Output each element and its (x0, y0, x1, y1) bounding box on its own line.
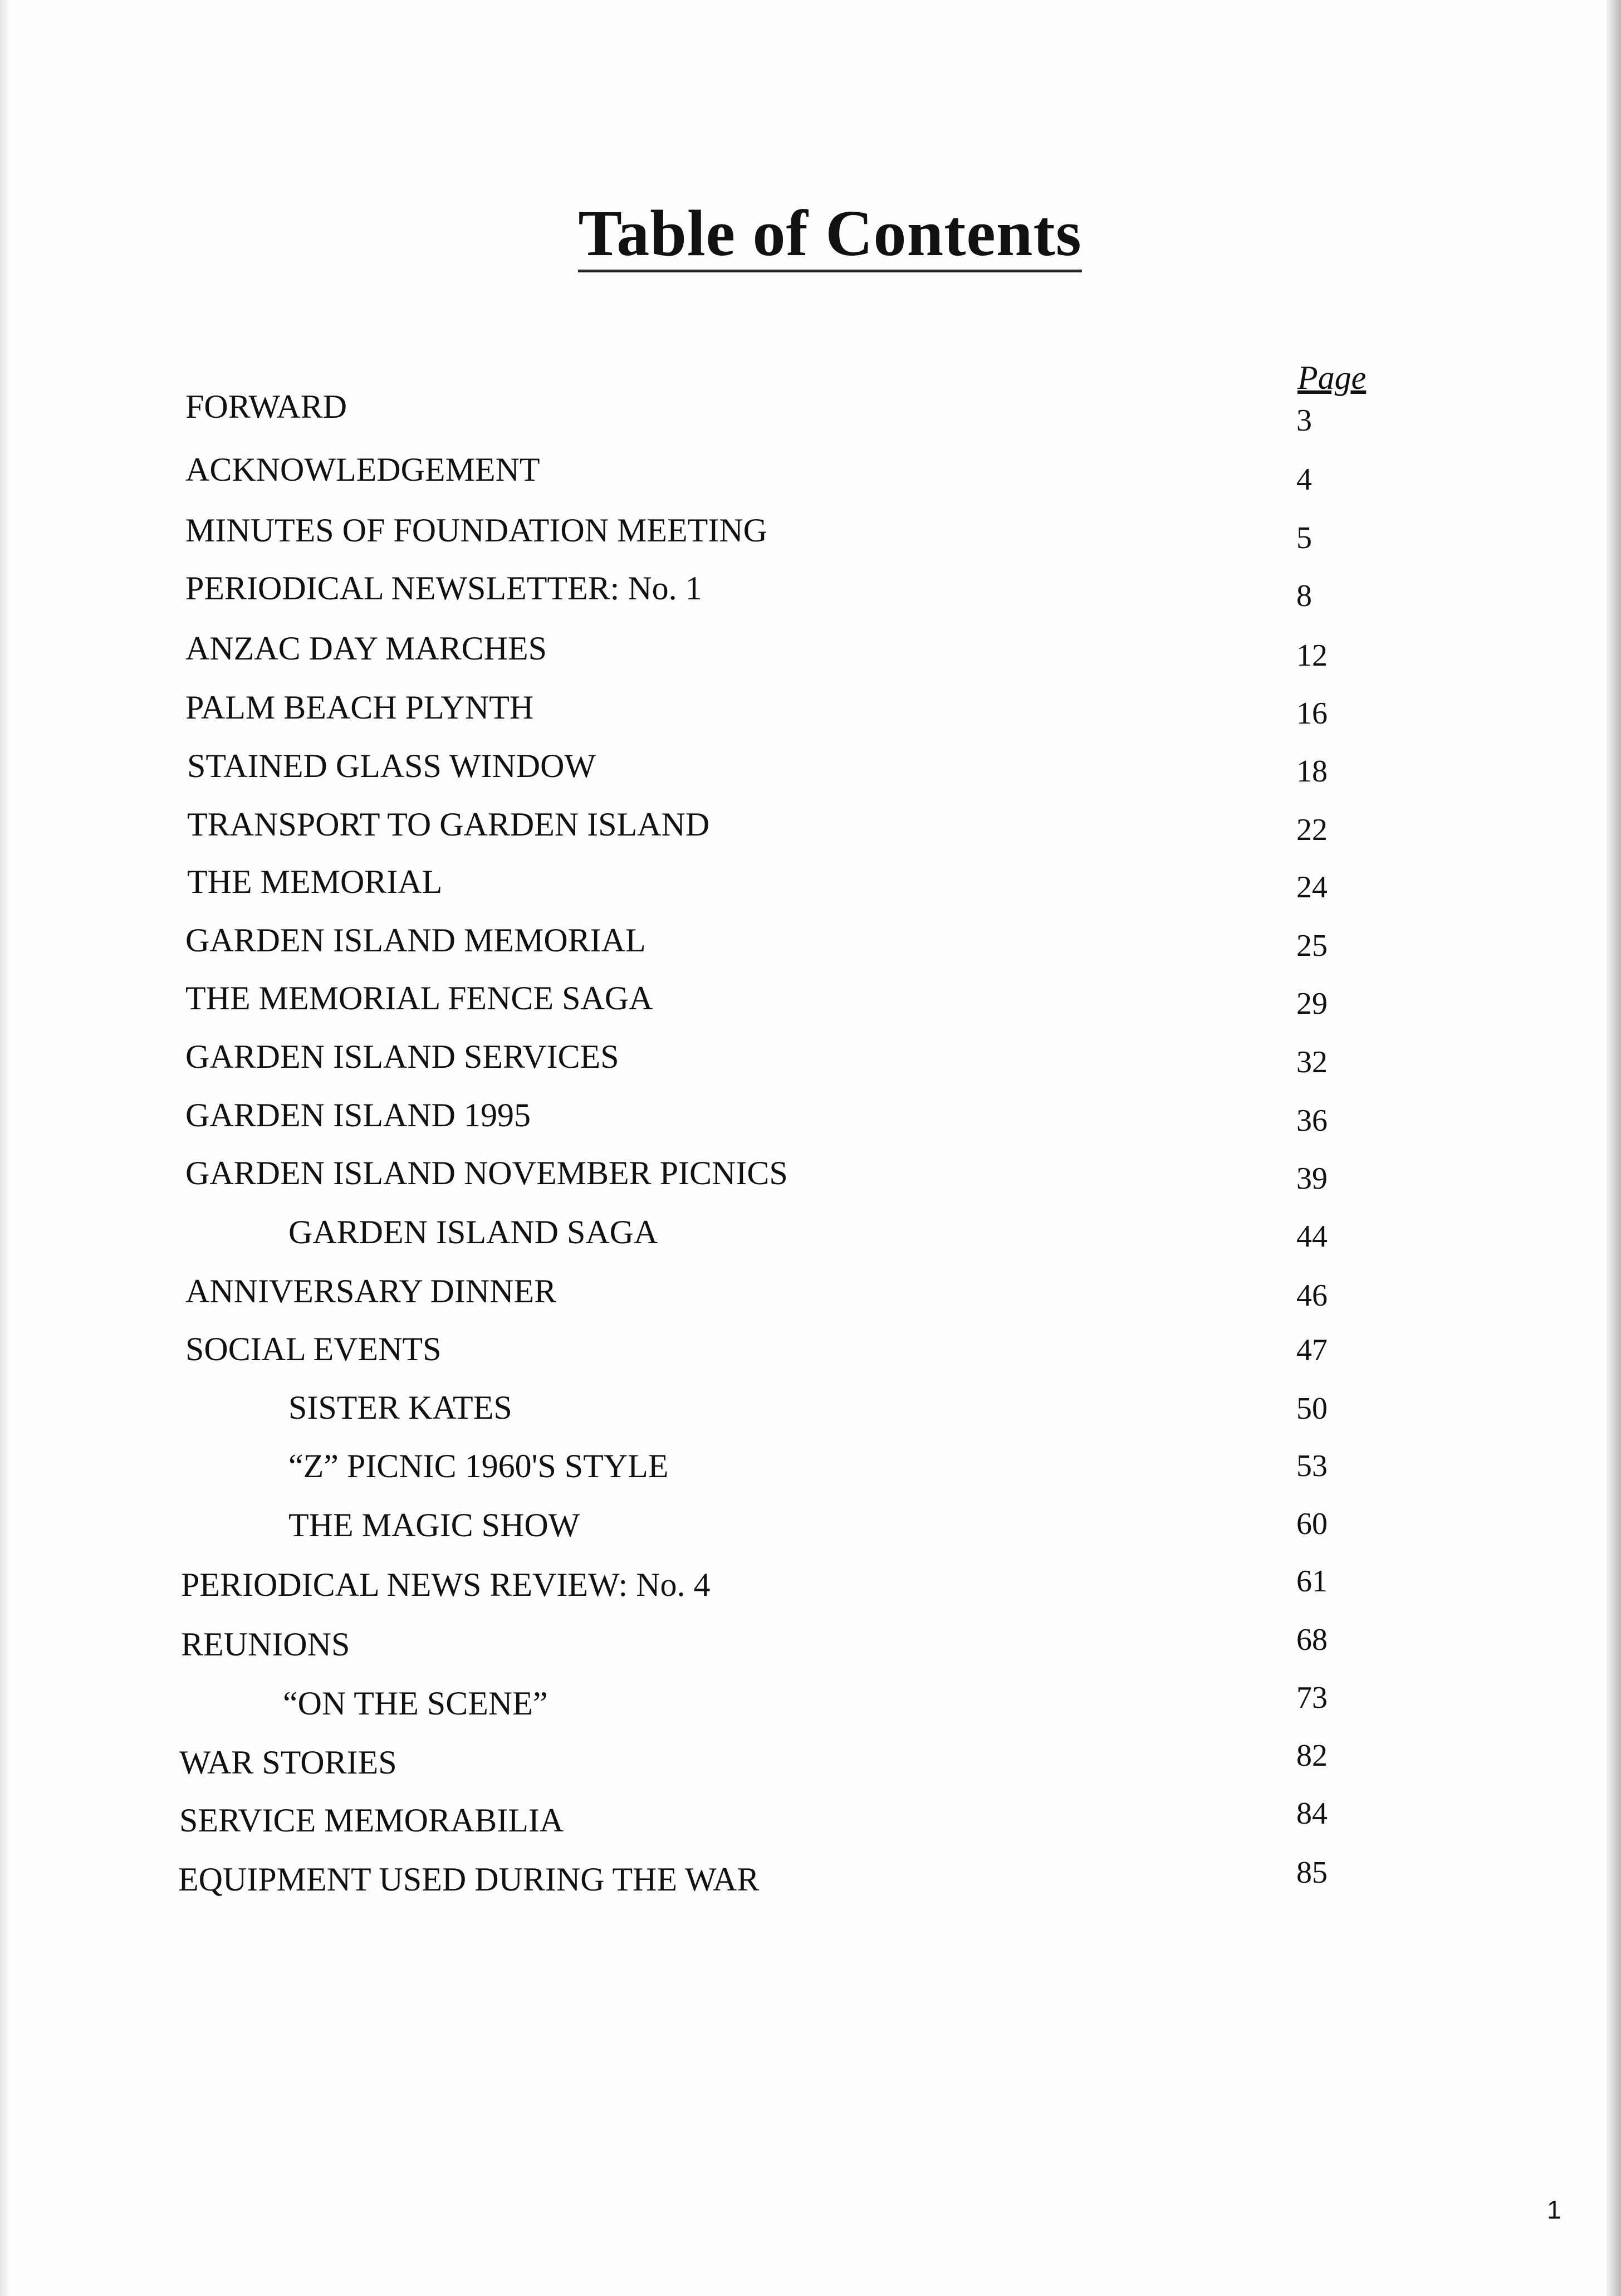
toc-entry-page: 53 (1296, 1449, 1328, 1483)
toc-entry-label: SOCIAL EVENTS (185, 1331, 442, 1367)
toc-entry-page: 22 (1296, 813, 1328, 847)
toc-entry-label: PERIODICAL NEWSLETTER: No. 1 (185, 570, 702, 607)
page-column-header: Page (1297, 359, 1367, 396)
toc-entry-page: 5 (1296, 521, 1312, 555)
toc-row (0, 1449, 1621, 1494)
toc-row (0, 1391, 1621, 1435)
toc-entry-label: EQUIPMENT USED DURING THE WAR (178, 1861, 760, 1898)
toc-entry-page: 73 (1296, 1681, 1328, 1715)
toc-entry-page: 46 (1296, 1278, 1328, 1313)
toc-entry-label: “ON THE SCENE” (283, 1685, 548, 1722)
toc-row (0, 691, 1621, 735)
toc-entry-page: 47 (1296, 1333, 1328, 1367)
toc-entry-label: GARDEN ISLAND SAGA (288, 1214, 658, 1250)
toc-entry-label: GARDEN ISLAND SERVICES (185, 1038, 619, 1075)
toc-entry-page: 82 (1296, 1738, 1328, 1773)
toc-row (0, 1274, 1621, 1319)
toc-entry-page: 85 (1296, 1855, 1328, 1890)
toc-entry-page: 18 (1296, 754, 1328, 789)
toc-row (0, 1681, 1621, 1731)
toc-entry-page: 36 (1296, 1103, 1328, 1138)
toc-row (0, 1738, 1621, 1790)
toc-row (0, 924, 1621, 968)
toc-row (0, 1332, 1621, 1377)
toc-entry-label: SISTER KATES (288, 1389, 512, 1426)
toc-entry-page: 68 (1296, 1623, 1328, 1657)
toc-entry-label: GARDEN ISLAND MEMORIAL (185, 922, 646, 959)
toc-row (0, 453, 1621, 497)
toc-row (0, 808, 1621, 852)
toc-entry-page: 24 (1296, 870, 1328, 905)
toc-entry-label: MINUTES OF FOUNDATION MEETING (185, 512, 767, 549)
toc-row (0, 514, 1621, 558)
toc-row (0, 1040, 1621, 1085)
toc-row (0, 749, 1621, 794)
toc-entry-page: 60 (1296, 1507, 1328, 1541)
toc-entry-label: FORWARD (185, 388, 347, 425)
toc-entry-label: REUNIONS (181, 1626, 350, 1663)
toc-entry-label: SERVICE MEMORABILIA (179, 1802, 564, 1839)
toc-row (0, 865, 1621, 910)
footer-page-number: 1 (1547, 2195, 1561, 2224)
toc-entry-label: THE MEMORIAL (187, 863, 443, 900)
toc-row (0, 1796, 1621, 1848)
toc-entry-page: 61 (1296, 1564, 1328, 1599)
toc-entry-page: 3 (1296, 403, 1312, 438)
toc-entry-page: 16 (1296, 696, 1328, 731)
toc-entry-page: 12 (1296, 638, 1328, 673)
toc-entry-label: ANZAC DAY MARCHES (185, 630, 547, 667)
toc-entry-label: PERIODICAL NEWS REVIEW: No. 4 (181, 1566, 711, 1603)
toc-entry-label: ANNIVERSARY DINNER (185, 1273, 557, 1310)
toc-row (0, 632, 1621, 676)
toc-entry-page: 39 (1296, 1161, 1328, 1196)
toc-row (0, 1508, 1621, 1553)
toc-entry-label: WAR STORIES (179, 1744, 397, 1781)
toc-entry-label: TRANSPORT TO GARDEN ISLAND (187, 806, 710, 843)
toc-row (0, 1855, 1621, 1907)
toc-entry-label: PALM BEACH PLYNTH (185, 689, 534, 726)
toc-entry-page: 84 (1296, 1796, 1328, 1831)
toc-entry-label: ACKNOWLEDGEMENT (185, 451, 540, 488)
toc-entry-label: STAINED GLASS WINDOW (187, 748, 596, 784)
toc-row (0, 1215, 1621, 1260)
toc-entry-page: 44 (1296, 1219, 1328, 1254)
toc-row (0, 388, 1621, 438)
page-title: Table of Contents (578, 201, 1081, 272)
toc-row (0, 981, 1621, 1026)
toc-entry-page: 4 (1296, 462, 1312, 497)
toc-entry-page: 50 (1296, 1391, 1328, 1426)
toc-row (0, 1098, 1621, 1143)
toc-row (0, 1623, 1621, 1672)
toc-entry-page: 29 (1296, 986, 1328, 1021)
toc-entry-page: 25 (1296, 929, 1328, 963)
toc-row (0, 1564, 1621, 1613)
toc-entry-label: “Z” PICNIC 1960'S STYLE (288, 1448, 669, 1484)
toc-entry-label: THE MEMORIAL FENCE SAGA (185, 980, 653, 1017)
toc-entry-label: GARDEN ISLAND 1995 (185, 1097, 531, 1134)
toc-row (0, 571, 1621, 616)
toc-entry-page: 8 (1296, 579, 1312, 613)
toc-row (0, 1156, 1621, 1201)
toc-entry-label: THE MAGIC SHOW (288, 1507, 580, 1543)
toc-entry-label: GARDEN ISLAND NOVEMBER PICNICS (185, 1155, 788, 1191)
toc-entry-page: 32 (1296, 1045, 1328, 1079)
